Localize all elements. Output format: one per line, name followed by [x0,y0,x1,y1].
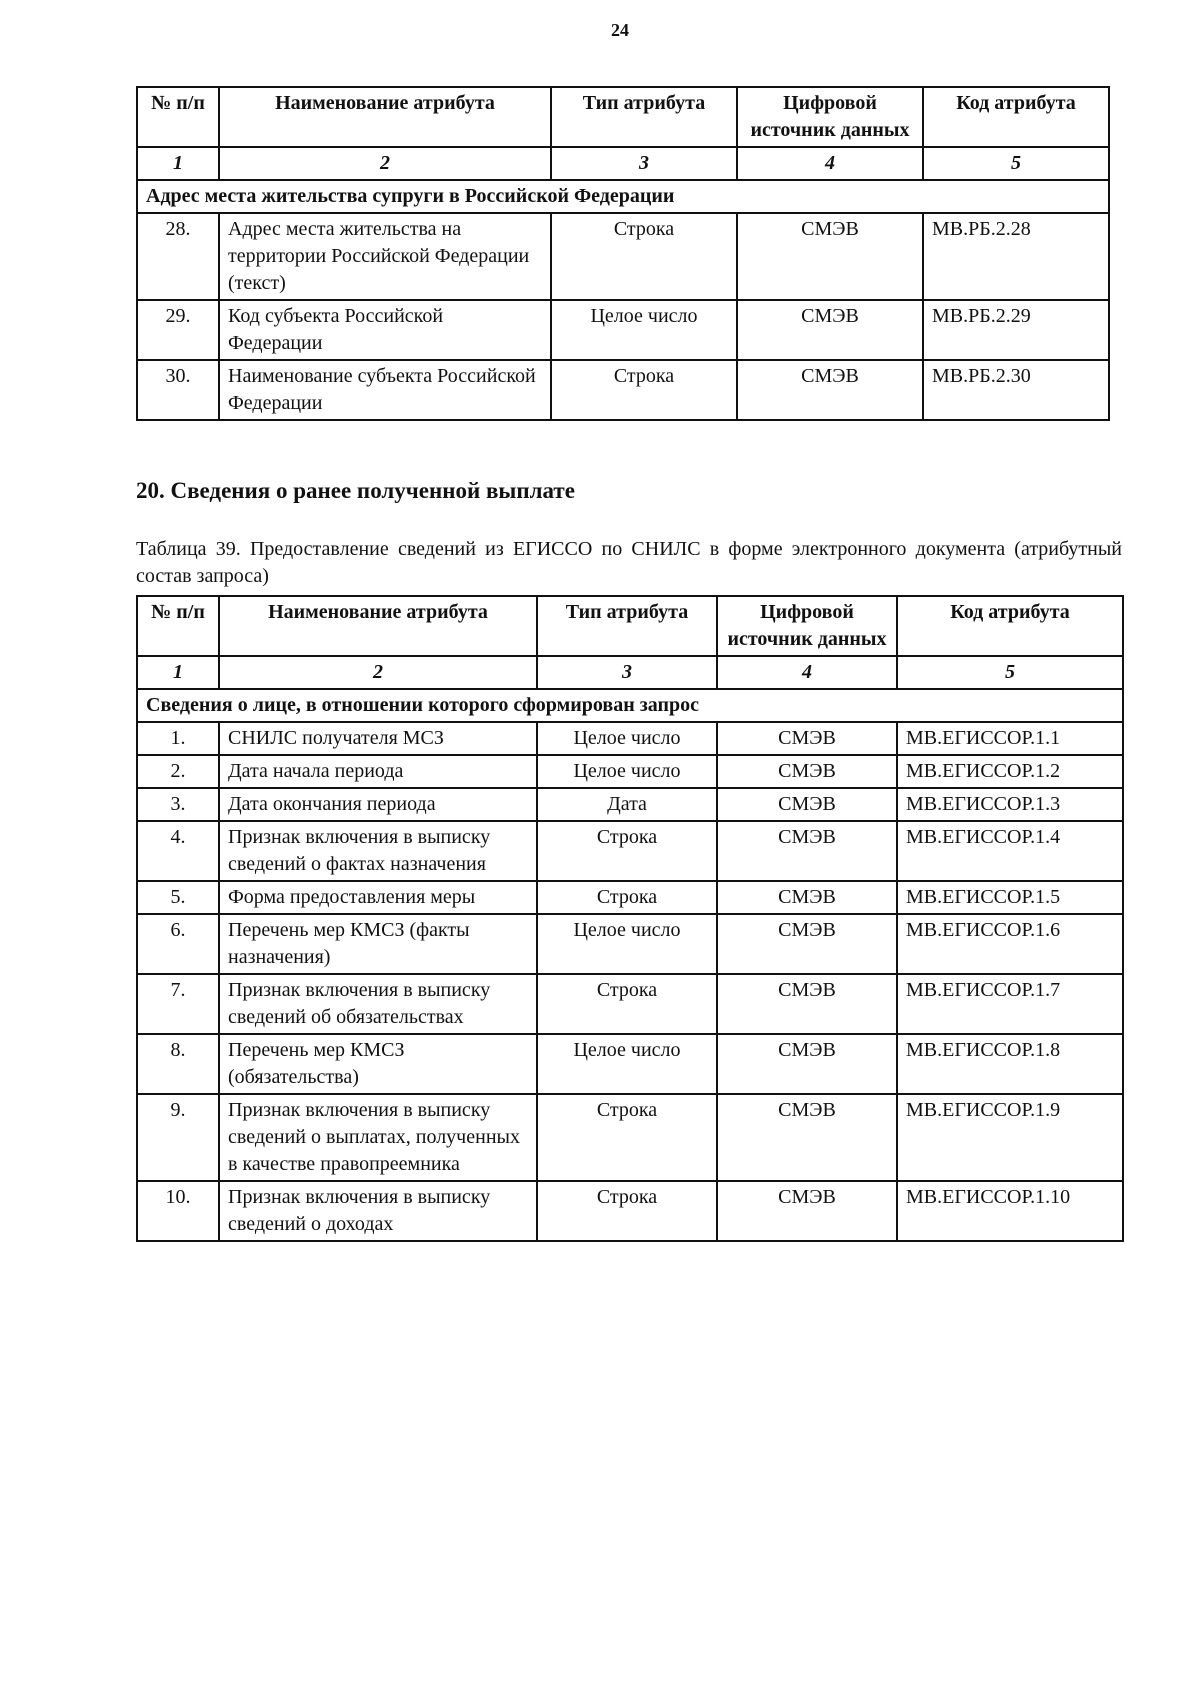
data-source: СМЭВ [717,755,897,788]
table-row [137,300,1109,360]
data-source: СМЭВ [737,300,923,360]
attribute-name: Перечень мер КМСЗ (обязательства) [219,1034,537,1094]
data-source: СМЭВ [717,974,897,1034]
table-header-row [137,596,1123,656]
attribute-type: Целое число [551,300,737,360]
table-row [137,881,1123,914]
attribute-type: Целое число [537,755,717,788]
section-row [137,180,1109,213]
attribute-name: Дата начала периода [219,755,537,788]
attributes-table-1 [136,86,1110,421]
row-number: 5. [137,881,219,914]
table-row [137,1181,1123,1241]
col-number: 2 [219,147,551,180]
attribute-name: Форма предоставления меры [219,881,537,914]
attribute-type: Целое число [537,914,717,974]
data-source: СМЭВ [737,213,923,300]
table-row [137,1034,1123,1094]
col-number: 1 [137,656,219,689]
attribute-type: Дата [537,788,717,821]
col-header-number: № п/п [137,596,219,656]
table-row [137,974,1123,1034]
table-row [137,755,1123,788]
data-source: СМЭВ [717,1181,897,1241]
data-source: СМЭВ [737,360,923,420]
attribute-code: МВ.РБ.2.29 [923,300,1109,360]
data-source: СМЭВ [717,821,897,881]
data-source: СМЭВ [717,881,897,914]
col-header-source: Цифровой источник данных [717,596,897,656]
col-header-number: № п/п [137,87,219,147]
col-header-name: Наименование атрибута [219,87,551,147]
col-number: 3 [537,656,717,689]
attribute-name: Признак включения в выписку сведений о доходах [219,1181,537,1241]
table-caption: Таблица 39. Предоставление сведений из ЕГИССО по СНИЛС в форме электронного документа (атрибутный состав запроса) [136,538,1122,587]
column-number-row [137,656,1123,689]
attribute-code: МВ.ЕГИССОР.1.10 [897,1181,1123,1241]
attributes-table-2 [136,595,1124,1242]
section-heading: 20. Сведения о ранее полученной выплате [136,478,575,503]
section-title: Сведения о лице, в отношении которого сформирован запрос [137,689,1123,722]
attribute-code: МВ.ЕГИССОР.1.7 [897,974,1123,1034]
attribute-name: Перечень мер КМСЗ (факты назначения) [219,914,537,974]
attribute-type: Целое число [537,722,717,755]
col-number: 4 [737,147,923,180]
col-number: 1 [137,147,219,180]
row-number: 3. [137,788,219,821]
section-row [137,689,1123,722]
attribute-code: МВ.ЕГИССОР.1.2 [897,755,1123,788]
table-row [137,821,1123,881]
row-number: 2. [137,755,219,788]
column-number-row [137,147,1109,180]
attribute-type: Строка [537,1181,717,1241]
row-number: 1. [137,722,219,755]
row-number: 28. [137,213,219,300]
table-row [137,360,1109,420]
attribute-name: Признак включения в выписку сведений о фактах назначения [219,821,537,881]
col-number: 5 [897,656,1123,689]
table-row [137,788,1123,821]
col-header-code: Код атрибута [923,87,1109,147]
attribute-code: МВ.ЕГИССОР.1.4 [897,821,1123,881]
attribute-name: СНИЛС получателя МСЗ [219,722,537,755]
attribute-type: Строка [551,360,737,420]
row-number: 8. [137,1034,219,1094]
table-row [137,213,1109,300]
attribute-code: МВ.ЕГИССОР.1.1 [897,722,1123,755]
row-number: 4. [137,821,219,881]
attribute-code: МВ.ЕГИССОР.1.6 [897,914,1123,974]
col-header-code: Код атрибута [897,596,1123,656]
row-number: 30. [137,360,219,420]
attribute-type: Строка [537,974,717,1034]
table-header-row [137,87,1109,147]
col-number: 5 [923,147,1109,180]
attribute-type: Строка [537,821,717,881]
attribute-name: Адрес места жительства на территории Российской Федерации (текст) [219,213,551,300]
col-header-type: Тип атрибута [537,596,717,656]
table-row [137,722,1123,755]
data-source: СМЭВ [717,788,897,821]
table-row [137,1094,1123,1181]
data-source: СМЭВ [717,1094,897,1181]
col-number: 2 [219,656,537,689]
attribute-name: Код субъекта Российской Федерации [219,300,551,360]
col-header-source: Цифровой источник данных [737,87,923,147]
data-source: СМЭВ [717,1034,897,1094]
row-number: 6. [137,914,219,974]
attribute-name: Признак включения в выписку сведений о выплатах, полученных в качестве правопреемника [219,1094,537,1181]
attribute-name: Признак включения в выписку сведений об обязательствах [219,974,537,1034]
col-number: 3 [551,147,737,180]
page-number: 24 [611,20,629,40]
attribute-type: Строка [537,881,717,914]
row-number: 7. [137,974,219,1034]
attribute-code: МВ.ЕГИССОР.1.5 [897,881,1123,914]
col-number: 4 [717,656,897,689]
attribute-name: Дата окончания периода [219,788,537,821]
attribute-name: Наименование субъекта Российской Федерации [219,360,551,420]
col-header-type: Тип атрибута [551,87,737,147]
col-header-name: Наименование атрибута [219,596,537,656]
attribute-code: МВ.ЕГИССОР.1.9 [897,1094,1123,1181]
attribute-code: МВ.ЕГИССОР.1.3 [897,788,1123,821]
row-number: 10. [137,1181,219,1241]
data-source: СМЭВ [717,914,897,974]
section-title: Адрес места жительства супруги в Российской Федерации [137,180,1109,213]
row-number: 29. [137,300,219,360]
attribute-code: МВ.ЕГИССОР.1.8 [897,1034,1123,1094]
row-number: 9. [137,1094,219,1181]
attribute-code: МВ.РБ.2.28 [923,213,1109,300]
table-row [137,914,1123,974]
attribute-type: Целое число [537,1034,717,1094]
data-source: СМЭВ [717,722,897,755]
attribute-code: МВ.РБ.2.30 [923,360,1109,420]
attribute-type: Строка [537,1094,717,1181]
attribute-type: Строка [551,213,737,300]
